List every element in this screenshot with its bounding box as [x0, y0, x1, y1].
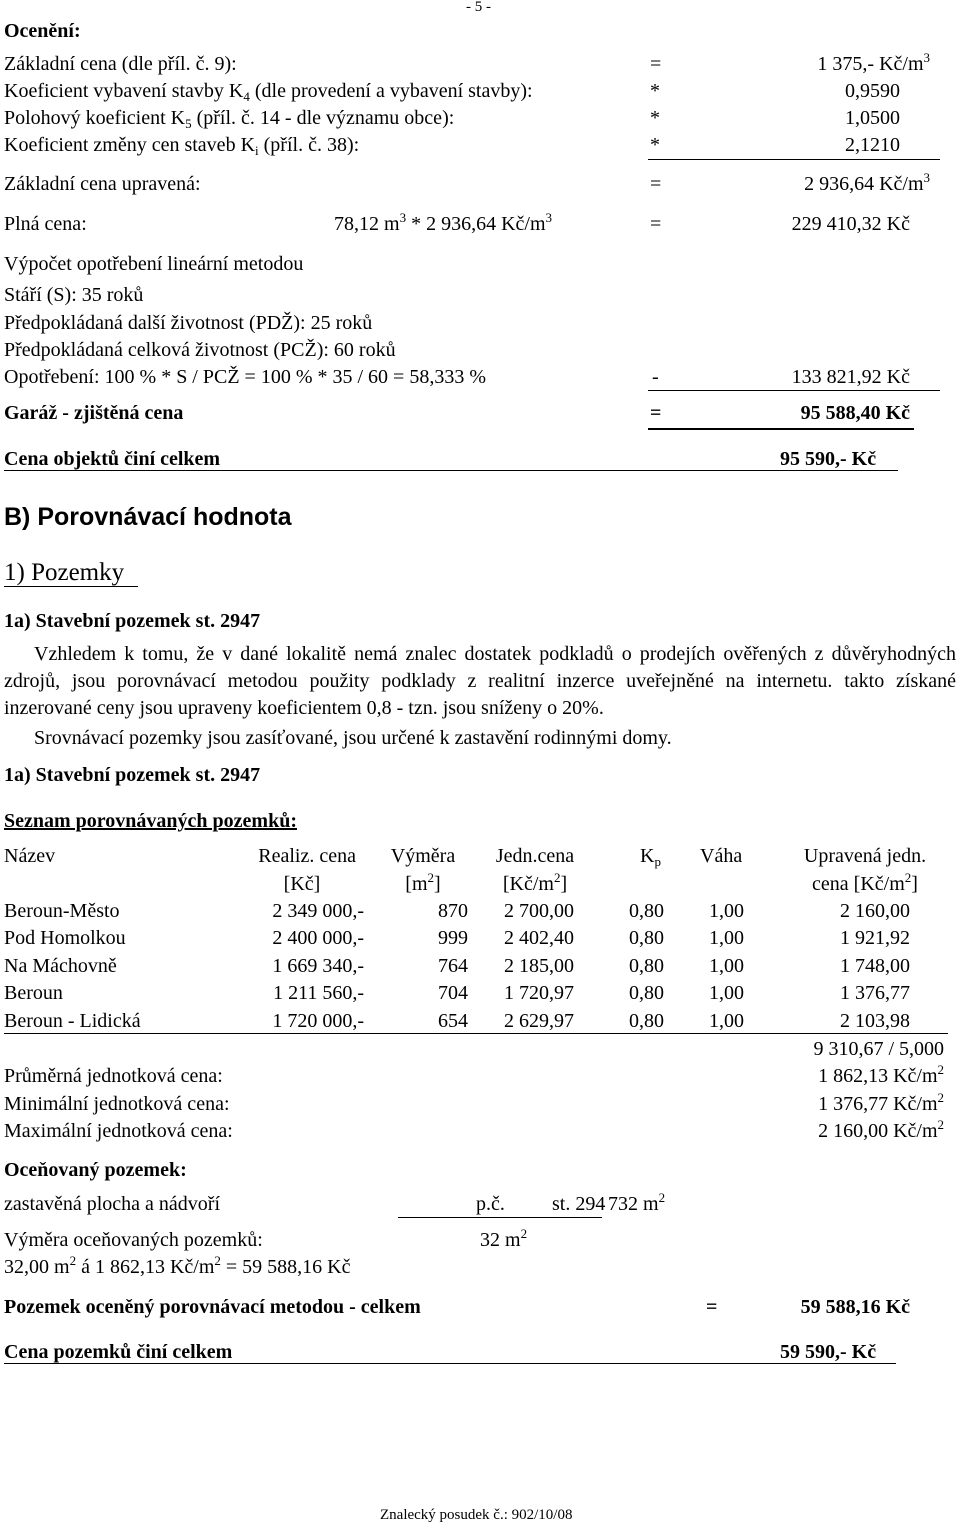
- table-row-4-adjusted: 1 376,77: [840, 982, 910, 1004]
- objects-total-label: Cena objektů činí celkem: [4, 448, 221, 470]
- column-header-area-unit: $[m^2]$: [405, 870, 441, 895]
- lot-heading: 1a) Stavební pozemek st. 2947: [4, 610, 261, 632]
- wear-value: 133 821,92 Kč: [791, 366, 910, 388]
- column-header-name: Název: [4, 845, 56, 867]
- average-price-label: Průměrná jednotková cena:: [4, 1065, 223, 1087]
- full-price-value: 229 410,32 Kč: [791, 213, 910, 235]
- table-row-2-adjusted: 1 921,92: [840, 927, 910, 949]
- coefficient-ki-label: Koeficient změny cen staveb $K_i$ (příl. č. 38):: [4, 134, 360, 158]
- coefficient-k5-operator: *: [650, 107, 660, 129]
- table-row-2-kp: 0,80: [629, 927, 664, 949]
- table-row-3-area: 764: [438, 955, 468, 977]
- coefficient-k4-label: Koeficient vybavení stavby $K_4$ (dle provedení a vybavení stavby):: [4, 80, 533, 104]
- minimum-price-label: Minimální jednotková cena:: [4, 1093, 230, 1115]
- column-header-price-unit: [Kč]: [283, 873, 321, 895]
- wear-operator: -: [652, 366, 659, 388]
- built-area-label: zastavěná plocha a nádvoří: [4, 1193, 221, 1215]
- adjusted-price-operator: =: [650, 173, 662, 195]
- comparison-list-title: Seznam porovnávaných pozemků:: [4, 810, 297, 832]
- column-header-weight: Váha: [700, 845, 743, 867]
- garage-value: 95 588,40 Kč: [800, 402, 910, 424]
- base-price-value: 1 375,- $Kč/m^3$: [817, 50, 930, 75]
- lots-total-value: 59 590,- Kč: [780, 1341, 877, 1363]
- valued-lot-heading: Oceňovaný pozemek:: [4, 1159, 187, 1181]
- subsection-land-underline: [4, 586, 138, 587]
- table-row-5-area: 654: [438, 1010, 468, 1032]
- parcel-rule: [398, 1217, 602, 1218]
- coefficient-ki-operator: *: [650, 134, 660, 156]
- full-price-calculation: 78,12 $m^3 * 2$ 936,64 $Kč/m^3$: [334, 210, 552, 235]
- full-price-label: Plná cena:: [4, 213, 87, 235]
- subsection-land-title: 1) Pozemky: [4, 559, 125, 586]
- table-row-4-kp: 0,80: [629, 982, 664, 1004]
- base-price-operator: =: [650, 53, 662, 75]
- table-bottom-rule: [4, 1033, 948, 1034]
- garage-double-rule: [648, 428, 914, 430]
- column-header-adjusted-unit: cena $[Kč/m^2]$: [812, 870, 918, 895]
- column-header-unit-price: Jedn.cena: [495, 845, 575, 867]
- adjusted-price-label: Základní cena upravená:: [4, 173, 201, 195]
- coefficient-k5-value: 1,0500: [845, 107, 900, 129]
- table-row-2-weight: 1,00: [709, 927, 744, 949]
- valued-area-value: 32 $m^2$: [480, 1226, 528, 1251]
- further-life-line: Předpokládaná další životnost (PDŽ): 25 roků: [4, 312, 373, 334]
- parcel-number: st. 294: [552, 1193, 606, 1215]
- coefficient-k4-operator: *: [650, 80, 660, 102]
- table-row-3-name: Na Máchovně: [4, 955, 117, 977]
- table-row-5-adjusted: 2 103,98: [840, 1010, 910, 1032]
- footer-reference: Znalecký posudek č.: 902/10/08: [380, 1507, 573, 1523]
- table-row-3-kp: 0,80: [629, 955, 664, 977]
- table-row-2-area: 999: [438, 927, 468, 949]
- parcel-prefix: p.č.: [476, 1193, 505, 1215]
- table-row-5-weight: 1,00: [709, 1010, 744, 1032]
- table-row-4-name: Beroun: [4, 982, 63, 1004]
- table-row-2-name: Pod Homolkou: [4, 927, 126, 949]
- objects-total-rule: [4, 470, 898, 471]
- table-row-5-kp: 0,80: [629, 1010, 664, 1032]
- column-header-adjusted: Upravená jedn.: [803, 845, 927, 867]
- table-row-3-unit-price: 2 185,00: [504, 955, 574, 977]
- comparative-total-value: 59 588,16 Kč: [800, 1296, 910, 1318]
- table-row-1-area: 870: [438, 900, 468, 922]
- lots-total-label: Cena pozemků činí celkem: [4, 1341, 233, 1363]
- sum-value: 9 310,67 / 5,000: [813, 1038, 944, 1060]
- garage-operator: =: [650, 402, 662, 424]
- sum-rule: [648, 159, 940, 160]
- valuation-heading: Ocenění:: [4, 20, 81, 42]
- age-line: Stáří (S): 35 roků: [4, 284, 144, 306]
- table-row-1-price: 2 349 000,-: [272, 900, 364, 922]
- valued-area-label: Výměra oceňovaných pozemků:: [4, 1229, 263, 1251]
- table-row-5-unit-price: 2 629,97: [504, 1010, 574, 1032]
- column-header-area: Výměra: [390, 845, 456, 867]
- table-row-3-price: 1 669 340,-: [272, 955, 364, 977]
- maximum-price-label: Maximální jednotková cena:: [4, 1120, 233, 1142]
- column-header-price: Realiz. cena: [258, 845, 356, 867]
- table-row-1-adjusted: 2 160,00: [840, 900, 910, 922]
- table-row-1-kp: 0,80: [629, 900, 664, 922]
- wear-rule: [648, 390, 940, 391]
- comparative-total-label: Pozemek oceněný porovnávací metodou - celkem: [4, 1296, 421, 1318]
- comparative-total-operator: =: [706, 1296, 718, 1318]
- table-row-3-adjusted: 1 748,00: [840, 955, 910, 977]
- table-row-4-weight: 1,00: [709, 982, 744, 1004]
- table-row-4-area: 704: [438, 982, 468, 1004]
- table-row-3-weight: 1,00: [709, 955, 744, 977]
- objects-total-value: 95 590,- Kč: [780, 448, 877, 470]
- parcel-area: 732 $m^2$: [608, 1190, 666, 1215]
- garage-label: Garáž - zjištěná cena: [4, 402, 184, 424]
- full-price-operator: =: [650, 213, 662, 235]
- column-header-kp: $K_p$: [640, 845, 661, 869]
- maximum-price-value: 2 160,00 $Kč/m^2$: [818, 1117, 944, 1142]
- lot-heading-2: 1a) Stavební pozemek st. 2947: [4, 764, 261, 786]
- table-row-4-unit-price: 1 720,97: [504, 982, 574, 1004]
- wear-label: Opotřebení: 100 % * S / PCŽ = 100 % * 35 / 60 = 58,333 %: [4, 366, 486, 388]
- adjusted-price-value: 2 936,64 $Kč/m^3$: [804, 170, 930, 195]
- lots-total-rule: [4, 1363, 896, 1364]
- intro-paragraph: Vzhledem k tomu, že v dané lokalitě nemá znalec dostatek podkladů o prodejích ověřených z důvěryhodných zdrojů, jsou porovnávací metodou použity podklady z realitní inzerce uveřejněné na internetu. takto získané inzerované ceny jsou upraveny koeficientem 0,8 - tzn. jsou sníženy o 20%.: [4, 643, 956, 719]
- total-life-line: Předpokládaná celková životnost (PCŽ): 60 roků: [4, 339, 396, 361]
- table-row-4-price: 1 211 560,-: [273, 982, 364, 1004]
- coefficient-ki-value: 2,1210: [845, 134, 900, 156]
- minimum-price-value: 1 376,77 $Kč/m^2$: [818, 1090, 944, 1115]
- table-row-1-unit-price: 2 700,00: [504, 900, 574, 922]
- table-row-5-price: 1 720 000,-: [272, 1010, 364, 1032]
- table-row-1-name: Beroun-Město: [4, 900, 120, 922]
- average-price-value: 1 862,13 $Kč/m^2$: [818, 1062, 944, 1087]
- base-price-label: Základní cena (dle příl. č. 9):: [4, 53, 237, 75]
- coefficient-k5-label: Polohový koeficient $K_5$ (příl. č. 14 - dle významu obce):: [4, 107, 455, 131]
- section-b-title: B) Porovnávací hodnota: [4, 503, 292, 531]
- intro-paragraph-2: Srovnávací pozemky jsou zasíťované, jsou určené k zastavění rodinnými domy.: [34, 727, 672, 749]
- column-header-unit-price-unit: $[Kč/m^2]$: [502, 870, 568, 895]
- page-number: - 5 -: [466, 0, 491, 15]
- table-row-5-name: Beroun - Lidická: [4, 1010, 141, 1032]
- table-row-2-unit-price: 2 402,40: [504, 927, 574, 949]
- table-row-1-weight: 1,00: [709, 900, 744, 922]
- depreciation-title: Výpočet opotřebení lineární metodou: [4, 253, 304, 275]
- coefficient-k4-value: 0,9590: [845, 80, 900, 102]
- valued-calculation: 32,00 $m^2$ á 1 862,13 $Kč/m^2 = 59$ 588,16 Kč: [4, 1253, 351, 1278]
- table-row-2-price: 2 400 000,-: [272, 927, 364, 949]
